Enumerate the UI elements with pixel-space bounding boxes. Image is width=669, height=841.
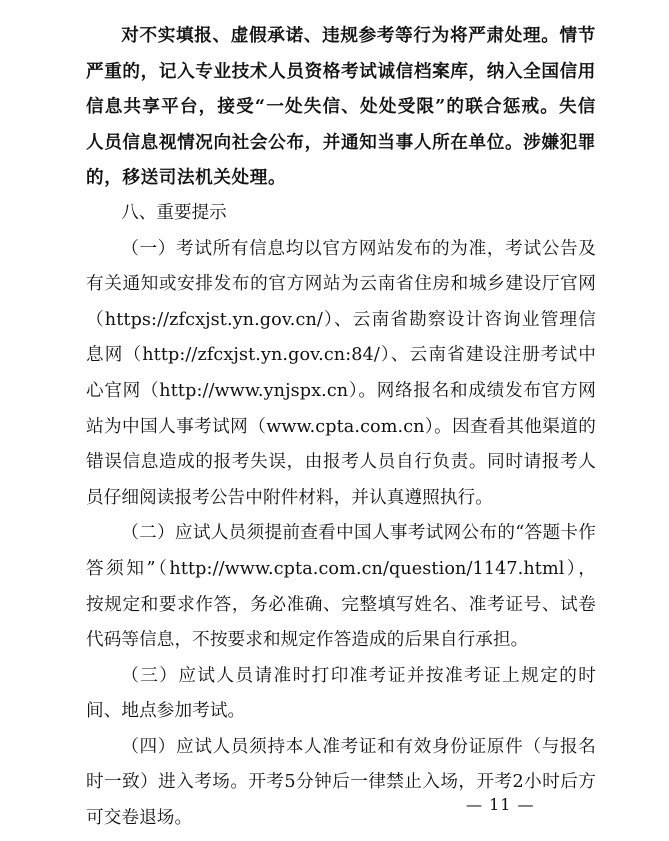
paragraph-answer-card: （二）应试人员须提前查看中国人事考试网公布的“答题卡作答须知”（http://www.cpta.com.cn/question/1147.html），按规定和要求作答，务必准确、完整填写姓名、准考证号、试卷代码等信息，不按要求和规定作答造成的后果自行承担。	[86, 523, 596, 651]
paragraph-penalty: 对不实填报、虚假承诺、违规参考等行为将严肃处理。情节严重的，记入专业技术人员资格考试诚信档案库，纳入全国信用信息共享平台，接受“一处失信、处处受限”的联合惩戒。失信人员信息视情况向社会公布，并通知当事人所在单位。涉嫌犯罪的，移送司法机关处理。	[86, 25, 596, 189]
paragraph-id-card: （四）应试人员须持本人准考证和有效身份证原件（与报名时一致）进入考场。开考5分钟后一律禁止入场，开考2小时后方可交卷退场。	[86, 736, 596, 829]
paragraph-official-info: （一）考试所有信息均以官方网站发布的为准，考试公告及有关通知或安排发布的官方网站为云南省住房和城乡建设厅官网（https://zfcxjst.yn.gov.cn/）、云南省勘察设计咨询业管理信息网（http://zfcxjst.yn.gov.cn:84/）、云南省建设注册考试中心官网（http://www.ynjspx.cn）。网络报名和成绩发布官方网站为中国人事考试网（www.cpta.com.cn）。因查看其他渠道的错误信息造成的报考失误，由报考人员自行负责。同时请报考人员仔细阅读报考公告中附件材料，并认真遵照执行。	[86, 238, 596, 508]
page-number: — 11 —	[466, 795, 535, 814]
document-body	[86, 18, 596, 837]
section-heading: 八、重要提示	[121, 202, 227, 223]
paragraph-admission-ticket: （三）应试人员请准时打印准考证并按准考证上规定的时间、地点参加考试。	[86, 665, 596, 722]
